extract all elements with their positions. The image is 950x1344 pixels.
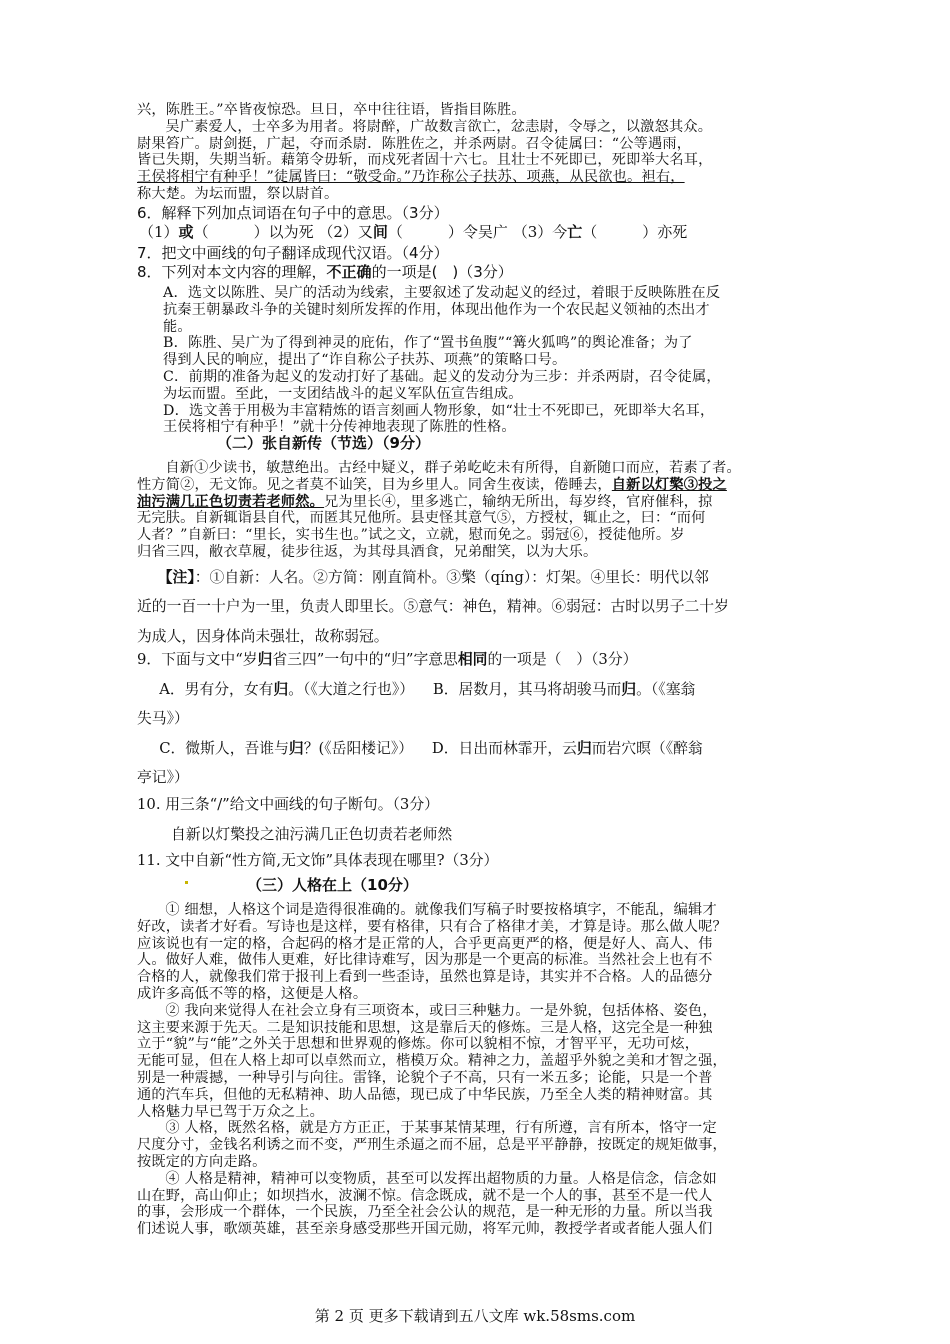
section-3-para-1-line: 应该说也有一定的格，合起码的格才是正常的人，合乎更高更严的格，便是好人、高人、伟 [137,935,713,952]
section-3-para-3-line: ③ 人格，既然名格，就是方方正正，于某事某情某理，行有所遵，言有所本，恪守一定 [165,1120,717,1137]
section-3-para-1-line: 好改，读者才好看。写诗也是这样，要有格律，只有合了格律才美，才算是诗。那么做人呢？ [137,918,727,935]
q9-stem-dot: 归 [257,651,273,668]
q9-option-b-post: 。（《塞翁 [636,680,696,698]
note-label: 【注】 [157,568,195,586]
section-2-line: 自新①少读书，敏慧绝出。古经中疑义，群子弟屹屹未有所得，自新随口而应，若素了者。 [165,460,741,476]
q9-option-d: D．日出而林霏开，云 [431,739,577,757]
q9-option-a-post: 。（《大道之行也》） [288,680,415,698]
passage-1-line: 称大楚。为坛而盟，祭以尉首。 [137,185,339,202]
q6-item-1-word: 或 [178,223,194,241]
q9-option-d-post: 而岩穴暝（《醉翁 [591,739,703,757]
question-6-stem: 6．解释下列加点词语在句子中的意思。（3分） [137,204,449,222]
question-9 [137,645,827,793]
question-8-stem [137,263,827,282]
section-3-para-3-line: 尺度分寸，金钱名利诱之而不变，严刑生杀逼之而不屈，总是平平静静，按既定的规矩做事， [137,1137,727,1154]
q9-option-d-dot: 归 [576,739,592,757]
q9-stem-mid: 省三四”一句中的“归”字意思 [272,651,458,668]
question-11-stem: 11. 文中自新“性方简,无文饰”具体表现在哪里?（3分） [137,852,499,869]
q9-option-b-dot: 归 [621,680,637,698]
section-3-para-2-line: 这主要来源于先天。二是知识技能和思想，这是靠后天的修炼。三是人格，这完全是一种独 [137,1019,713,1036]
section-3-para-2-line: 别是一种震撼，一种导引与向往。雷锋，论貌个子不高，只有一米五多；论能，只是一个普 [137,1069,713,1086]
section-2-underlined-text: 自新以灯檠③投之 [611,476,727,493]
q8-option-b-line: 得到人民的响应，提出了“诈自称公子扶苏、项燕”的策略口号。 [163,352,567,369]
section-2-line [137,494,827,511]
passage-1-line: 吴广素爱人，士卒多为用者。将尉醉，广故数言欲亡，忿恚尉，令辱之，以激怒其众。 [165,118,713,135]
question-10 [137,790,827,849]
q8-option-b-line: B．陈胜、吴广为了得到神灵的庇佑，作了“置书鱼腹”“篝火狐鸣”的舆论准备；为了 [163,335,693,352]
q8-option-c-line: C．前期的准备为起义的发动打好了基础。起义的发动分为三步：并杀两尉，召令徒属， [163,368,721,385]
section-3-para-4-line: 山在野，高山仰止；如坝挡水，波澜不惊。信念既成，就不是一个人的事，甚至不是一代人 [137,1187,713,1204]
section-2-underlined-text: 油污满几正色切责若老师然。 [137,493,325,510]
question-7-stem: 7．把文中画线的句子翻译成现代汉语。（4分） [137,244,449,262]
q8-option-a-line: 能。 [163,318,192,335]
q8-stem-post: 的一项是( )（3分） [371,263,513,281]
section-2-notes [137,563,827,652]
q6-item-2-blank: （ ）令吴广 [387,223,508,241]
q9-option-d-wrap: 亭记》） [137,769,189,786]
section-2-line: 无完肤。自新辄诣县自代，而匿其兄他所。县吏怪其意气⑤，方授杖，辄止之，曰：“而何 [137,510,706,527]
section-3-para-2-line: 立于“貌”与“能”之外关于思想和世界观的修炼。你可以貌相不惊，才智平平，无功可炫， [137,1036,700,1053]
section-3-para-2-line: 通的汽车兵，但他的无私精神、助人品德，现已成了中华民族，乃至全人类的精神财富。其 [137,1086,713,1103]
q9-stem-pre: 9．下面与文中“岁 [137,651,258,668]
section-2-passage [137,460,827,561]
question-8 [137,263,827,436]
section-3-para-1-line: 人。做好人难，做伟人更难，好比律诗难写，因为那是一个更高的标准。当然社会上也有不 [137,952,713,969]
q8-option-a-line: A．选文以陈胜、吴广的活动为线索，主要叙述了发动起义的经过，着眼于反映陈胜在反 [163,285,721,301]
section-3-para-4-line: 们述说人事，歌颂英雄，甚至亲身感受那些开国元勋，将军元帅，教授学者或者能人强人们 [137,1221,713,1238]
section-3-title: （三）人格在上（10分） [247,876,418,894]
section-2-title: （二）张自新传（节选）（9分） [217,434,430,452]
passage-1-underlined-line: 王侯将相宁有种乎！”徒属皆曰：“敬受命。”乃诈称公子扶苏、项燕，从民欲也。袒右， [137,169,685,186]
question-10-stem: 10. 用三条“/”给文中画线的句子断句。（3分） [137,796,439,813]
section-3-para-2-line: ② 我向来觉得人在社会立身有三项资本，或曰三种魅力。一是外貌，包括体格、姿色， [165,1002,717,1019]
q6-item-3-blank: （ ）亦死 [582,223,688,241]
q9-options-ab [137,675,827,705]
note-line: 为成人，因身体尚未强壮，故称弱冠。 [137,627,389,645]
q8-option-d-line: 王侯将相宁有种乎！”就十分传神地表现了陈胜的性格。 [163,419,516,436]
section-2-line [137,477,827,494]
section-3-para-1-line: 合格的人，就像我们常于报刊上看到一些歪诗，虽然也算是诗，其实并不合格。人的品德分 [137,969,713,986]
section-3 [137,874,827,1238]
q6-item-1-num: （1） [139,223,179,241]
q8-stem-bold: 不正确 [326,263,372,281]
q6-item-1-blank: （ ）以为死 [193,223,314,241]
q6-item-2-word: 间 [372,223,388,241]
section-3-para-3-line: 按既定的方向走路。 [137,1153,267,1170]
q9-option-c-post: ？(《岳阳楼记》） [303,739,414,757]
question-10-sentence: 自新以灯檠投之油污满几正色切责若老师然 [171,825,453,843]
question-6-items [139,223,827,242]
q6-item-3-word: 亡 [567,223,583,241]
section-3-para-1-line: 成许多高低不等的格，这便是人格。 [137,985,368,1002]
q9-stem-post: 的一项是（ ）（3分） [487,651,638,668]
section-2 [137,432,827,651]
question-6 [137,204,827,242]
q9-option-c: C．微斯人，吾谁与 [159,739,289,757]
note-line [137,563,827,593]
q8-option-c-line: 为坛而盟。至此，一支团结战斗的起义军队伍宣告组成。 [163,385,523,402]
section-3-para-4-line: ④ 人格是精神，精神可以变物质，甚至可以发挥出超物质的力量。人格是信念，信念如 [165,1170,717,1187]
q6-item-2-num: （2）又 [318,223,373,241]
section-2-text: 性方简②，无文饰。见之者莫不讪笑，目为乡里人。同舍生夜读，倦睡去， [137,476,612,493]
q8-options [163,285,827,436]
section-2-text: 兄为里长④，里多逃亡，输纳无所出，每岁终，官府催科，掠 [324,493,713,510]
section-3-passage [137,902,827,1238]
question-9-stem [137,645,827,675]
q8-option-d-line: D．选文善于用极为丰富精炼的语言刻画人物形象，如“壮士不死即已，死即举大名耳， [163,402,715,419]
passage-1-line: 皆已失期，失期当斩。藉第令毋斩，而戍死者固十六七。且壮士不死即已，死即举大名耳， [137,152,713,169]
q8-stem-pre: 8．下列对本文内容的理解， [137,263,327,281]
passage-1-line: 尉果笞广。尉剑挺，广起，夺而杀尉．陈胜佐之，并杀两尉。召令徒属曰：“公等遇雨， [137,135,692,152]
q9-option-b: B．居数月，其马将胡骏马而 [432,680,622,698]
q9-option-a: A．男有分，女有 [159,680,274,698]
section-3-para-4-line: 的事，会形成一个群体，一个民族，乃至全社会公认的规范，是一种无形的力量。所以当我 [137,1204,713,1221]
q9-option-b-wrap: 失马》） [137,710,189,727]
q9-stem-bold: 相同 [457,651,488,668]
page-footer: 第 2 页 更多下载请到五八文库 wk.58sms.com [314,1307,636,1325]
passage-1 [137,102,827,203]
q9-option-c-dot: 归 [288,739,304,757]
q9-options-cd [137,734,827,764]
section-3-para-2-line: 人格魅力早已驾于万众之上。 [137,1103,325,1120]
question-7 [137,244,827,263]
section-2-line: 归省三四，敝衣草履，徒步往返，为其母具酒食，兄弟酣笑，以为大乐。 [137,543,598,560]
passage-1-line: 兴，陈胜王。”卒皆夜惊恐。旦日，卒中往往语，皆指目陈胜。 [137,102,526,118]
note-line: 近的一百一十户为一里，负责人即里长。⑤意气：神色，精神。⑥弱冠：古时以男子二十岁 [137,598,729,616]
question-11 [137,846,827,876]
section-3-para-1-line: ① 细想，人格这个词是造得很准确的。就像我们写稿子时要按格填字，不能乱，编辑才 [165,902,717,918]
section-2-line: 人者？”自新曰：“里长，实书生也。”试之文，立就，慰而免之。弱冠⑥，授徒他所。岁 [137,527,685,544]
section-3-para-2-line: 无能可显，但在人格上却可以卓然而立，楷模万众。精神之力，盖超乎外貌之美和才智之强， [137,1053,727,1070]
note-text: ：①自新：人名。②方简：刚直简朴。③檠（qíng）：灯架。④里长：明代以邻 [194,568,709,586]
q9-option-a-dot: 归 [273,680,289,698]
q8-option-a-line: 抗秦王朝暴政斗争的关键时刻所发挥的作用，体现出他作为一个农民起义领袖的杰出才 [163,301,710,318]
q6-item-3-num: （3）今 [512,223,568,241]
